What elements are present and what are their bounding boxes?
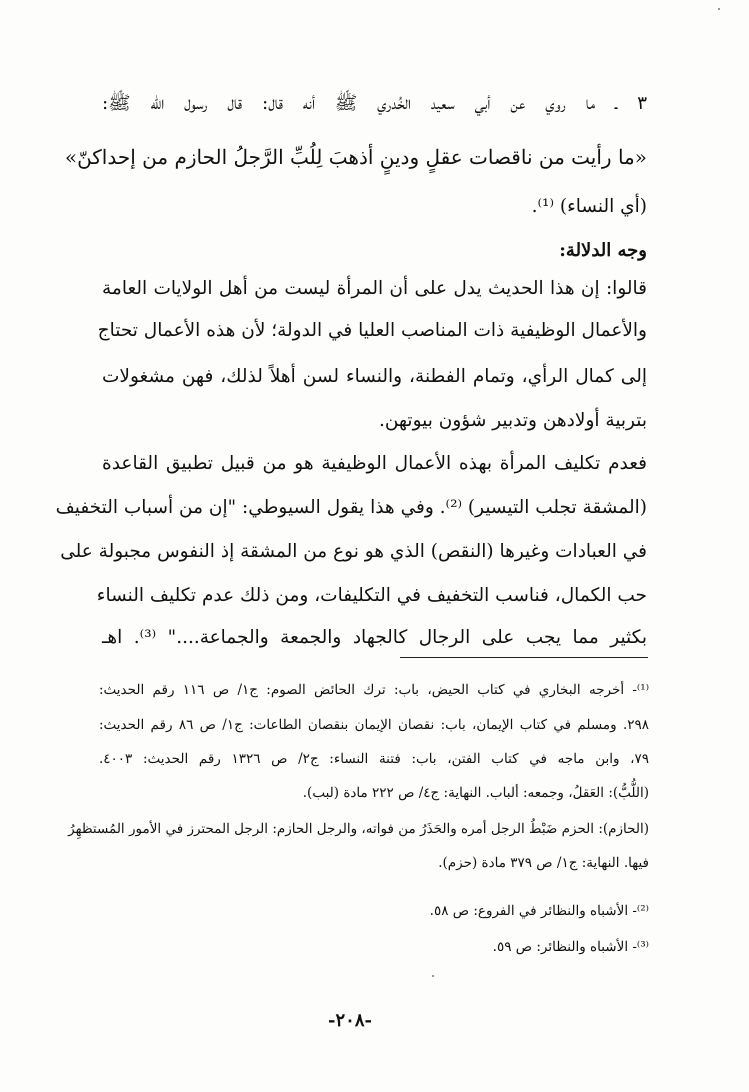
body-line-6: إلى كمال الرأي، وتمام الفطنة، والنساء لسن أهلاً لذلك، فهن مشغولات (102, 366, 647, 387)
body-line-4: قالوا: إن هذا الحديث يدل على أن المرأة ليست من أهل الولايات العامة (102, 278, 647, 299)
footnote-line-1: ⁽¹⁾- أخرجه البخاري في كتاب الحيض، باب: ترك الحائض الصوم: ج١/ ص ١١٦ رقم الحديث: (99, 682, 650, 698)
body-line-5: والأعمال الوظيفية ذات المناصب العليا في الدولة؛ لأن هذه الأعمال تحتاج (97, 320, 647, 341)
footnote-line-2: ٢٩٨. ومسلم في كتاب الإيمان، باب: نقصان الإيمان بنقصان الطاعات: ج١/ ص ٨٦ رقم الحديث: (99, 717, 649, 733)
body-line-9: (المشقة تجلب التيسير) ⁽²⁾. وفي هذا يقول السيوطي: "إن من أسباب التخفيف (55, 497, 647, 518)
footnote-line-3: ٧٩، وابن ماجه في كتاب الفتن، باب: فتنة النساء: ج٢/ ص ١٣٢٦ رقم الحديث: ٤٠٠٣. (99, 751, 650, 767)
section-heading: وجه الدلالة: (559, 240, 647, 261)
footnote-line-4: (اللُّبُّ): العَقلُ، وجمعه: ألباب. النهاية: ج٤/ ص ٢٢٢ مادة (لبب). (302, 785, 649, 801)
scan-speck (432, 975, 434, 977)
footnote-line-6: فيها. النهاية: ج١/ ص ٣٧٩ مادة (حزم). (438, 855, 649, 871)
body-line-12: بكثير مما يجب على الرجال كالجهاد والجمعة والجماعة...." ⁽³⁾. اهـ (102, 627, 647, 648)
body-line-7: بتربية أولادهن وتدبير شؤون بيوتهن. (378, 410, 647, 431)
footnote-line-7: ⁽²⁾- الأشباه والنظائر في الفروع: ص ٥٨. (429, 903, 649, 919)
footnote-separator (400, 657, 648, 658)
body-line-3: (أي النساء) ⁽¹⁾. (531, 196, 647, 217)
body-line-8: فعدم تكليف المرأة بهذه الأعمال الوظيفية هو من قبيل تطبيق القاعدة (102, 453, 647, 474)
scan-speck (718, 8, 720, 10)
body-line-10: في العبادات وغيرها (النقص) الذي هو نوع من المشقة إذ النفوس مجبولة على (60, 541, 647, 562)
hadith-text-line: «ما رأيت من ناقصات عقلٍ ودينٍ أذهبَ لِلُبِّ الرَّجلُ الحازم من إحداكنّ» (64, 145, 647, 169)
footnote-line-8: ⁽³⁾- الأشباه والنظائر: ص ٥٩. (492, 939, 649, 955)
body-line-1: ٣ ـ ما روي عن أبي سعيد الخُدري ﷺ أنه قال: قال رسول الله ﷺ: (102, 93, 647, 114)
body-line-11: حب الكمال، فناسب التخفيف في التكليفات، ومن ذلك عدم تكليف النساء (96, 585, 647, 606)
page-number: -٢٠٨- (328, 1010, 372, 1031)
footnote-line-5: (الحازم): الحزم ضَبْطُ الرجل أمره والحَذَرُ من فواته، والرجل الحازم: الرجل المحترز في الأمور المُستظهِرُ (68, 821, 649, 837)
